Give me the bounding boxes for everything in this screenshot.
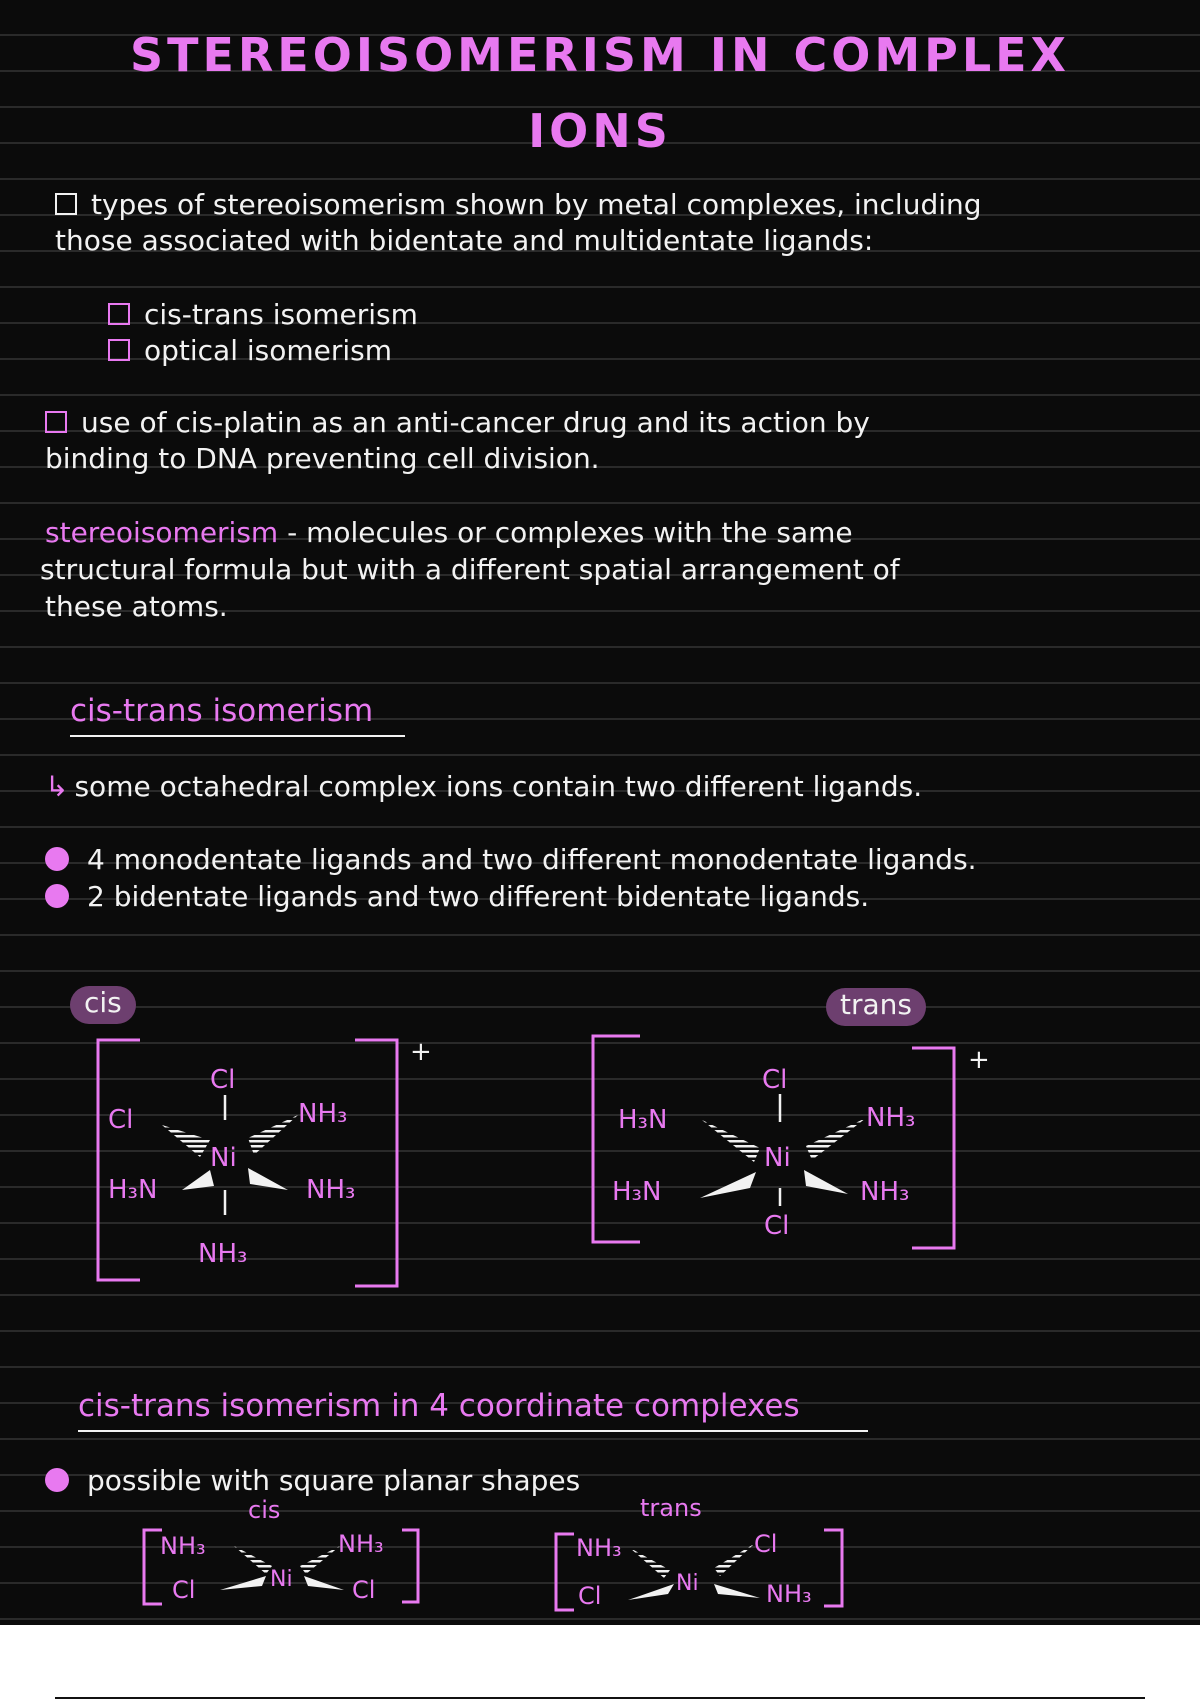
bottom-right-ligand: Cl [352,1576,376,1604]
left-front-ligand: H₃N [612,1177,662,1207]
sq-cis-label: cis [248,1496,281,1524]
right-bracket [912,1048,954,1248]
section1-intro: ↳ some octahedral complex ions contain two different ligands. [45,770,923,803]
hashed-wedge [702,1120,760,1162]
solid-wedge [182,1170,214,1190]
right-front-ligand: NH₃ [860,1177,910,1207]
bottom-ligand: NH₃ [198,1239,248,1269]
solid-wedge [628,1584,674,1600]
bullet-icon [45,847,69,871]
trans-complex [593,1036,990,1248]
hashed-wedge [234,1546,272,1574]
section-heading-cis-trans: cis-trans isomerism [70,693,405,737]
top-ligand: Cl [762,1065,788,1095]
right-back-ligand: NH₃ [298,1099,348,1129]
bottom-left-ligand: Cl [172,1576,196,1604]
left-back-ligand: H₃N [618,1105,668,1135]
right-bracket [824,1530,842,1606]
metal-center: Ni [210,1143,237,1173]
checkbox-icon [108,303,130,325]
left-back-ligand: Cl [108,1105,134,1135]
bottom-ligand: Cl [764,1211,790,1241]
solid-wedge [700,1172,756,1198]
right-back-ligand: NH₃ [866,1103,916,1133]
hashed-wedge [300,1546,340,1574]
square-planar-diagrams [0,1490,1200,1625]
top-ligand: Cl [210,1065,236,1095]
top-left-ligand: NH₃ [160,1532,206,1560]
definition-line-2: structural formula but with a different spatial arrangement of [40,553,900,586]
left-bracket [98,1040,140,1280]
square-planar-cis [144,1530,418,1604]
objective-item-1-cont: those associated with bidentate and multidentate ligands: [55,224,874,257]
objective-item-2: use of cis-platin as an anti-cancer drug and its action by [45,404,870,441]
bottom-right-ligand: NH₃ [766,1580,812,1608]
solid-wedge [248,1168,288,1190]
right-bracket [355,1040,397,1286]
definition-term: stereoisomerism [45,516,279,549]
arrow-icon: ↳ [45,770,69,803]
objective-sub-2: optical isomerism [108,332,392,369]
hashed-wedge [630,1548,670,1578]
top-left-ligand: NH₃ [576,1534,622,1562]
charge: + [968,1045,990,1075]
metal-center: Ni [676,1571,699,1596]
page-title-line2: IONS [528,104,672,158]
checkbox-icon [45,411,67,433]
solid-wedge [714,1584,760,1598]
section1-bullet-2: 2 bidentate ligands and two different bidentate ligands. [45,878,869,915]
metal-center: Ni [270,1567,293,1592]
charge: + [410,1037,432,1067]
hashed-wedge [248,1115,298,1155]
trans-label: trans [826,988,926,1026]
left-bracket [556,1534,574,1610]
metal-center: Ni [764,1143,791,1173]
top-right-ligand: NH₃ [338,1530,384,1558]
page-title-line1: STEREOISOMERISM IN COMPLEX [129,28,1071,82]
right-front-ligand: NH₃ [306,1175,356,1205]
hashed-wedge [714,1544,754,1576]
objective-sub-1: cis-trans isomerism [108,296,418,333]
bottom-left-ligand: Cl [578,1582,602,1610]
objective-item-1: types of stereoisomerism shown by metal complexes, including [55,186,982,223]
left-front-ligand: H₃N [108,1175,158,1205]
section1-bullet-1: 4 monodentate ligands and two different monodentate ligands. [45,841,977,878]
left-bracket [593,1036,640,1242]
solid-wedge [304,1576,344,1590]
solid-wedge [220,1576,266,1590]
solid-wedge [804,1170,848,1194]
octahedral-diagrams [0,1010,1200,1310]
hashed-wedge [162,1125,210,1157]
bullet-icon [45,884,69,908]
bullet-icon [45,1468,69,1492]
square-planar-trans [556,1530,842,1610]
checkbox-icon [55,193,77,215]
section-heading-4-coordinate: cis-trans isomerism in 4 coordinate complexes [78,1388,868,1432]
cis-complex [98,1037,432,1286]
bottom-divider [55,1697,1145,1699]
objective-item-2-cont: binding to DNA preventing cell division. [45,442,600,475]
right-bracket [402,1530,418,1602]
sq-trans-label: trans [640,1494,702,1522]
definition-line-1: stereoisomerism - molecules or complexes with the same [45,516,853,549]
hashed-wedge [806,1118,866,1160]
top-right-ligand: Cl [754,1530,778,1558]
cis-label: cis [70,986,136,1024]
checkbox-icon [108,339,130,361]
definition-line-3: these atoms. [45,590,228,623]
section2-bullet: possible with square planar shapes [45,1462,580,1499]
